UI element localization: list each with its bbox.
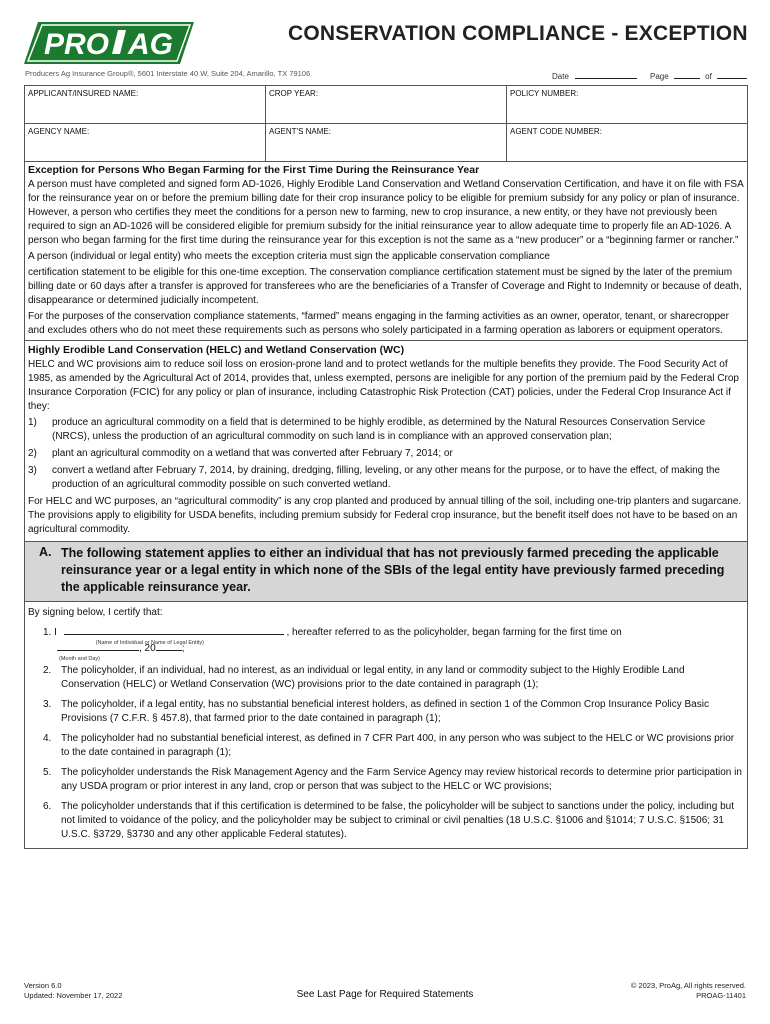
- applicant-name-field[interactable]: APPLICANT/INSURED NAME:: [25, 86, 266, 123]
- cert-item: [25, 800, 747, 842]
- list-number: 4.: [43, 733, 52, 744]
- cert-item: [25, 698, 747, 726]
- list-number: 3): [28, 465, 37, 476]
- list-text: The policyholder had no substantial beneficial interest, as defined in 7 CFR Part 400, in any person who was subject to the HELC or WC provisions prior to the date contained in paragraph (1);: [61, 733, 735, 758]
- policy-info-grid: [24, 85, 748, 162]
- list-number: 2.: [43, 665, 52, 676]
- name-of-individual-field[interactable]: [64, 624, 284, 635]
- page-field: [650, 68, 747, 81]
- section-a-text: The following statement applies to either an individual that has not previously farmed preceding the applicable reinsurance year or a legal entity in which none of the SBIs of the legal entity have previously farmed preceding the applicable reinsurance year.: [61, 546, 725, 594]
- page-number-blank[interactable]: [674, 68, 700, 79]
- month-day-caption: (Month and Day): [59, 656, 100, 662]
- section-a-banner: [25, 541, 747, 602]
- list-text: The policyholder, if an individual, had no interest, as an individual or legal entity, in any land or commodity subject to the Highly Erodible Land Conservation (HELC) or Wetland Conservation (WC) provisions prior to the date contained in paragraph (1);: [61, 665, 685, 690]
- certification-list: [25, 624, 747, 842]
- list-text: The policyholder understands that if this certification is determined to be false, the policyholder will be subject to sanctions under the policy, including but not limited to voidance of the policy, and the policyholder may be subject to criminal or civil penalties (18 U.S.C. §1006 and §1014; 7 U.S.C. §1506; 31 U.S.C. §3729, §3730 and any other applicable Federal statutes).: [61, 801, 734, 840]
- svg-text:AG: AG: [128, 28, 173, 61]
- agent-name-field[interactable]: AGENT'S NAME:: [266, 124, 507, 161]
- page-label: Page: [650, 72, 669, 81]
- list-number: 1): [28, 417, 37, 428]
- year-prefix: , 20: [139, 643, 156, 654]
- list-number: 6.: [43, 801, 52, 812]
- form-title: CONSERVATION COMPLIANCE - EXCEPTION: [288, 22, 748, 45]
- section-a-letter: A.: [39, 545, 52, 559]
- exception-paragraph-4: For the purposes of the conservation compliance statements, “farmed” means engaging in the farming activities as an owner, operator, tenant, or sharecropper and excludes others who do not meet these requirements such as persons who solely participated in a farming operation as laborers or equipment operators.: [28, 311, 729, 336]
- helc-paragraph-1: HELC and WC provisions aim to reduce soil loss on erosion-prone land and to protect wetlands for the multiple benefits they provide. The Food Security Act of 1985, as amended by the Agricultural Act of 2014, provides that, unless exempted, persons are ineligible for any portion of the premium paid by the Federal Crop Insurance Corporation (FCIC) for any policy or plan of insurance, including Catastrophic Risk Protection (CAT) policies, under the Federal Crop Insurance Act if they:: [28, 359, 739, 412]
- cert-item: [25, 766, 747, 794]
- agency-name-field[interactable]: AGENCY NAME:: [25, 124, 266, 161]
- cert-item-1-end: ;: [181, 643, 185, 654]
- form-id: PROAG-11401: [696, 991, 746, 1000]
- page-total-blank[interactable]: [717, 68, 747, 79]
- cert-item: [25, 664, 747, 692]
- list-number: 2): [28, 448, 37, 459]
- list-text: The policyholder, if a legal entity, has no substantial beneficial interest holders, as defined in section 1 of the Common Crop Insurance Policy Basic Provisions (7 C.F.R. § 457.8), that farmed prior to the date contained in paragraph (1);: [61, 699, 709, 724]
- list-text: produce an agricultural commodity on a field that is determined to be highly erodible, as determined by the Natural Resources Conservation Service (NRCS), unless the production of an agricultural commodity on such land is in compliance with an approved conservation plan;: [52, 417, 706, 442]
- certify-intro: By signing below, I certify that:: [28, 607, 163, 618]
- policy-number-field[interactable]: POLICY NUMBER:: [510, 89, 579, 98]
- cert-item-1-text: , hereafter referred to as the policyholder, began farming for the first time on: [286, 627, 622, 638]
- footer-required-statements: See Last Page for Required Statements: [296, 989, 474, 1000]
- helc-list-item: [25, 447, 747, 461]
- helc-list-item: [25, 464, 747, 492]
- cert-item-1: [25, 624, 747, 662]
- date-field[interactable]: [552, 68, 637, 81]
- form-body: [24, 160, 748, 849]
- version-text: Version 6.0: [24, 981, 62, 990]
- svg-text:PRO: PRO: [44, 28, 110, 61]
- list-text: The policyholder understands the Risk Management Agency and the Farm Service Agency may review historical records to determine prior participation in any USDA program or prior interest in any land, crop or person that was subject to the HELC or WC provisions;: [61, 767, 742, 792]
- list-text: plant an agricultural commodity on a wetland that was converted after February 7, 2014; or: [52, 448, 453, 459]
- proag-logo: [24, 20, 194, 66]
- helc-paragraph-2: For HELC and WC purposes, an “agricultural commodity” is any crop planted and produced by annual tilling of the soil, including one-trip planters and sugarcane. The provisions apply to eligibility for USDA benefits, including premium subsidy for Federal crop insurance, but the benefit itself does not have to be based on an agricultural commodity.: [28, 496, 742, 535]
- helc-list-item: [25, 416, 747, 444]
- company-address: Producers Ag Insurance Group®, 5601 Interstate 40 W, Suite 204, Amarillo, TX 79106: [25, 69, 311, 78]
- copyright-text: © 2023, ProAg, All rights reserved.: [630, 981, 746, 990]
- cert-item: [25, 732, 747, 760]
- exception-heading: Exception for Persons Who Began Farming for the First Time During the Reinsurance Year: [28, 164, 480, 176]
- list-number: 5.: [43, 767, 52, 778]
- footer-copyright-block: [631, 981, 746, 1001]
- crop-year-field[interactable]: CROP YEAR:: [266, 86, 507, 123]
- exception-paragraph-3: certification statement to be eligible for this one-time exception. The conservation compliance certification statement must be signed by the later of the premium billing date or 60 days after a transfer is approved for transferees who are the beneficiaries of a Transfer of Coverage and Right to Indemnity or because of death, disappearance or determined judicially incompetent.: [28, 267, 742, 306]
- exception-paragraph-2: A person (individual or legal entity) who meets the exception criteria must sign the applicable conservation compliance: [28, 251, 550, 262]
- date-blank[interactable]: [575, 68, 637, 79]
- month-day-field[interactable]: [57, 640, 139, 651]
- cert-item-1-prefix: 1. I: [43, 627, 57, 638]
- date-label: Date: [552, 72, 569, 81]
- name-caption: (Name of Individual or Name of Legal Entity): [95, 640, 204, 646]
- agent-code-field[interactable]: AGENT CODE NUMBER:: [510, 127, 602, 136]
- list-text: convert a wetland after February 7, 2014, by draining, dredging, filling, leveling, or any other means for the purpose, or to have the effect, of making the production of an agricultural commodity possible on such converted wetland.: [52, 465, 720, 490]
- helc-list: [25, 416, 747, 492]
- list-number: 3.: [43, 699, 52, 710]
- helc-wc-heading: Highly Erodible Land Conservation (HELC) and Wetland Conservation (WC): [25, 340, 747, 358]
- exception-paragraph-1: A person must have completed and signed form AD-1026, Highly Erodible Land Conservation and Wetland Conservation Certification, and have it on file with FSA for the reinsurance year on or before the premium billing date for their crop insurance policy to be eligible for premium subsidy for any policy or plan of insurance. However, a person who certifies they meet the conditions for a person new to farming, new to crop insurance, a new entity, or they have not previously been required to sign an AD-1026 will be considered eligible for premium subsidy for the initial reinsurance year to allow adequate time to properly file an AD-1026. A person who began farming for the first time during the reinsurance year for this exception is not the same as a “new producer” or a “beginning farmer or rancher.”: [28, 179, 744, 246]
- of-label: of: [705, 72, 712, 81]
- updated-text: Updated: November 17, 2022: [24, 991, 123, 1000]
